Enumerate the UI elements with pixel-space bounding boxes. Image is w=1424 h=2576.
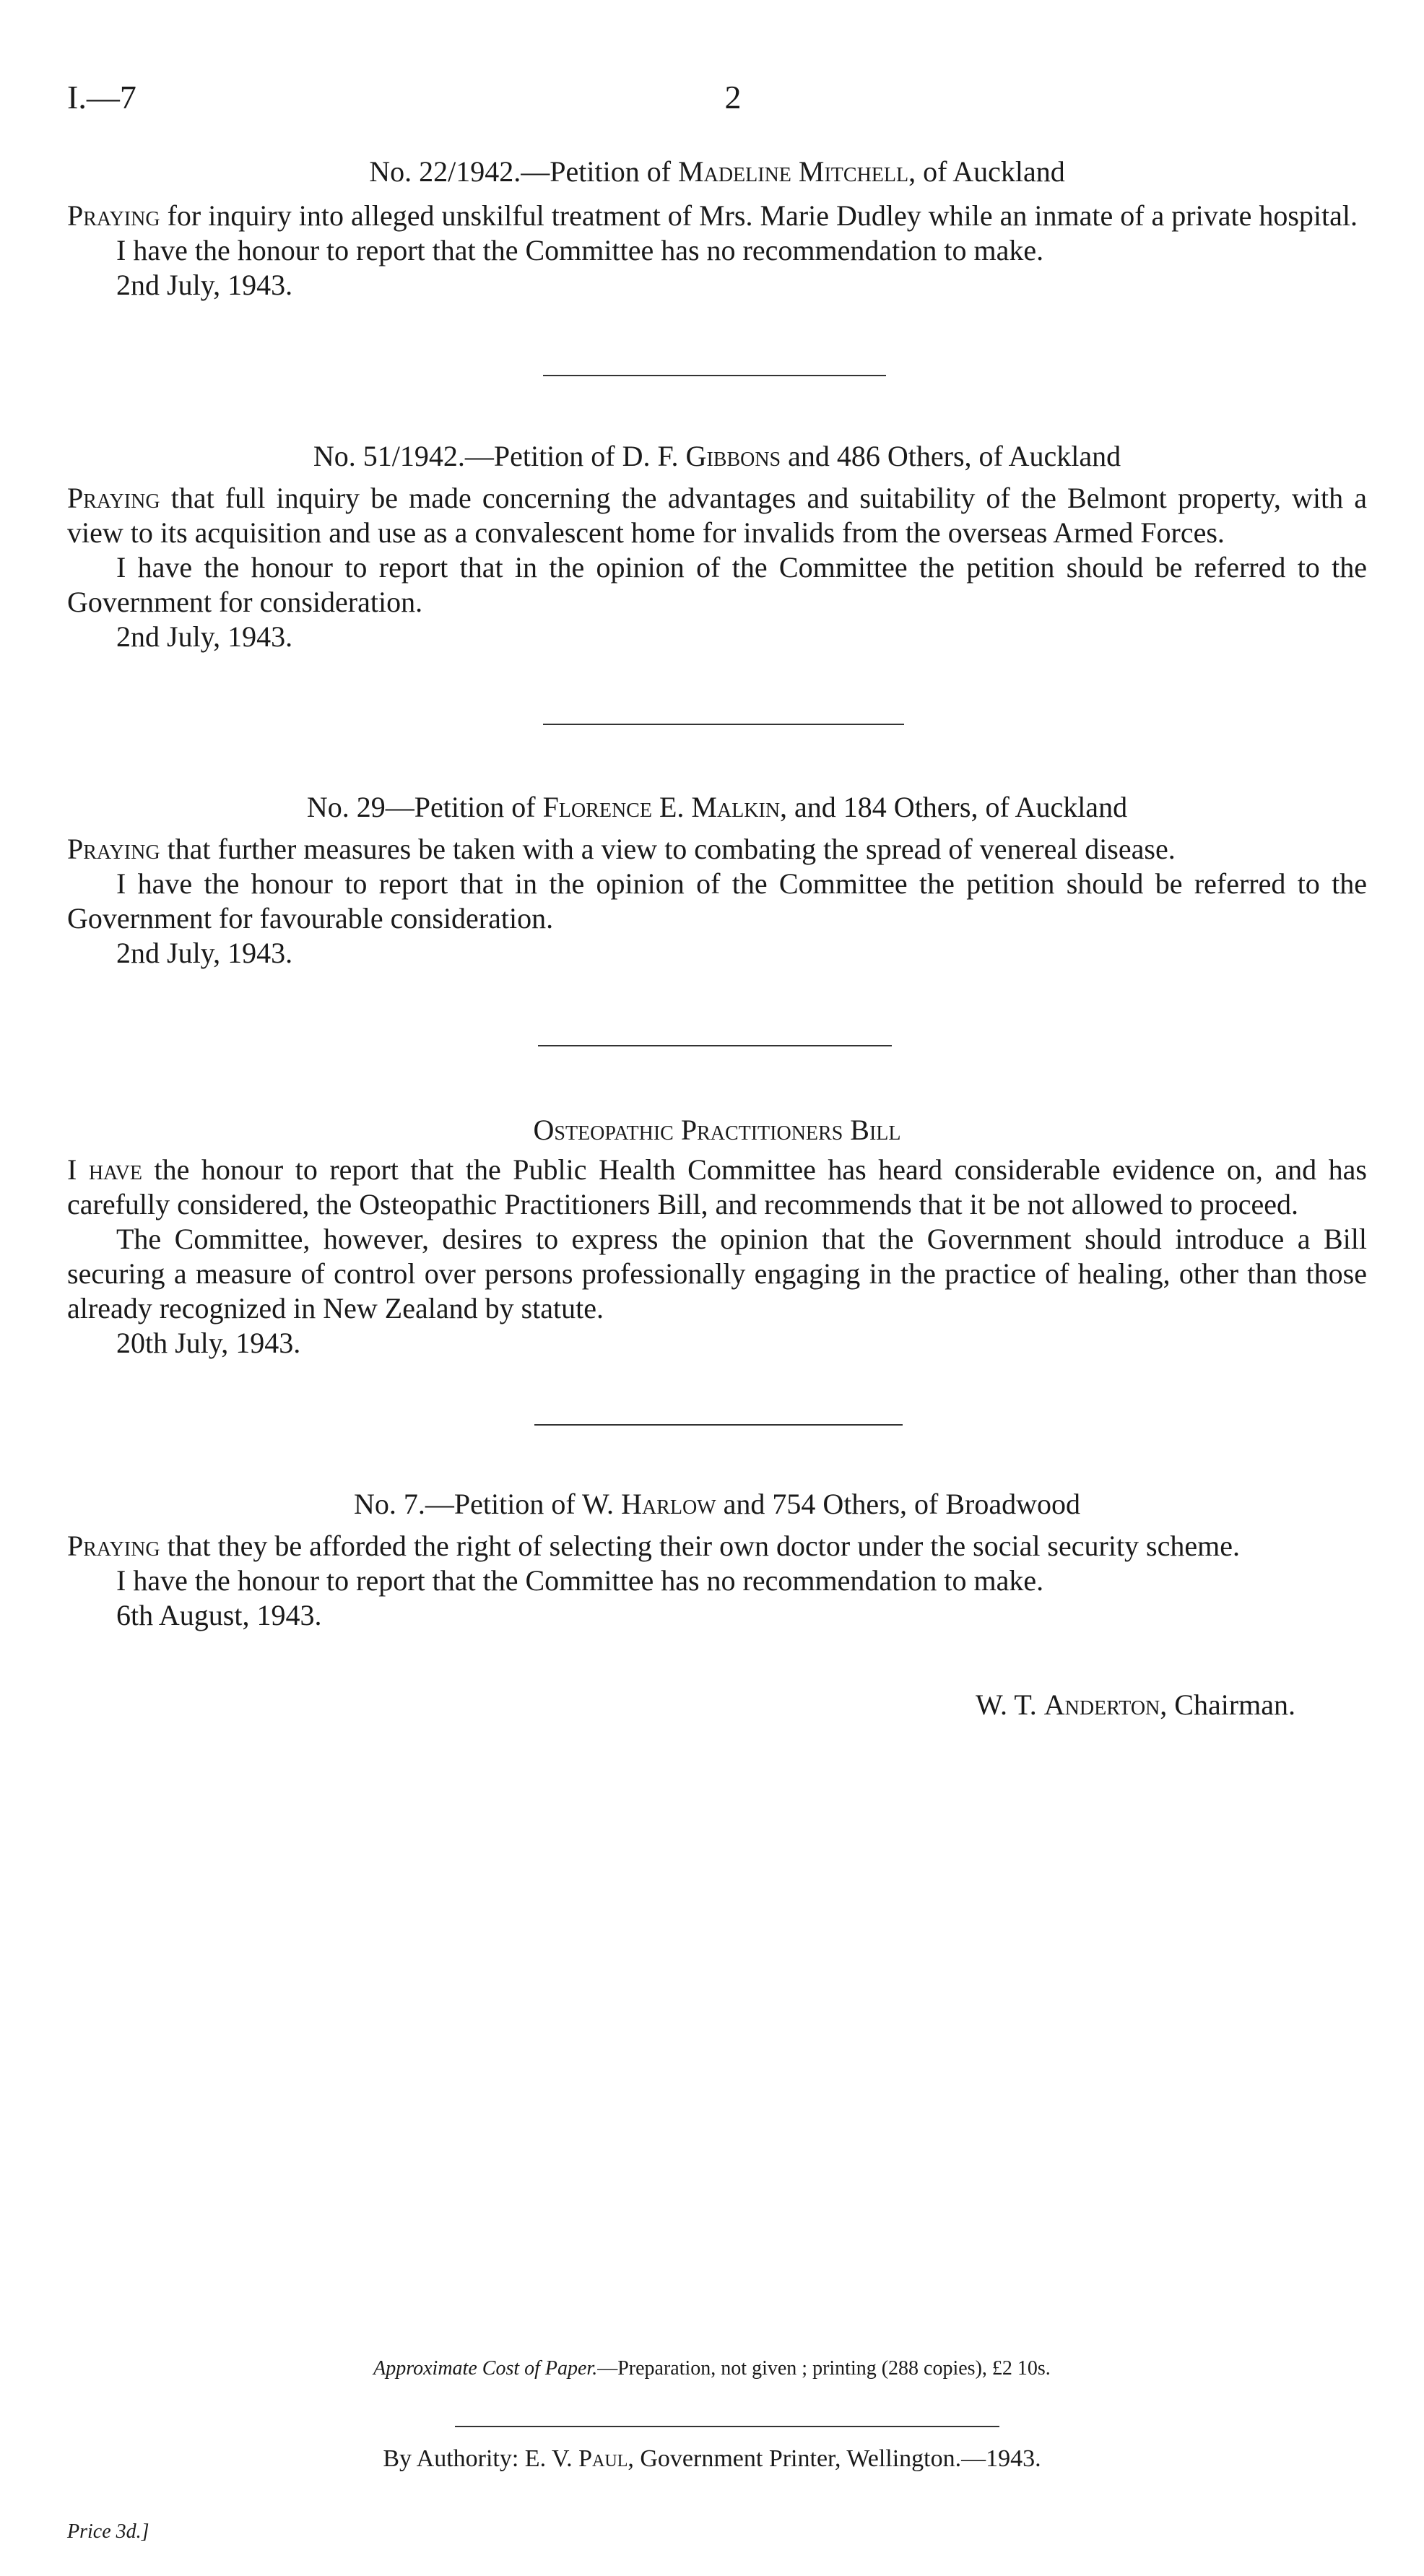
title-text: No. 7.—Petition of W. bbox=[354, 1488, 622, 1520]
petition-title bbox=[67, 155, 1367, 189]
praying-word: Praying bbox=[67, 833, 160, 865]
divider bbox=[534, 1424, 903, 1426]
title-text: , and 184 Others, of Auckland bbox=[780, 791, 1128, 823]
price: Price 3d.] bbox=[67, 2520, 149, 2543]
report-text: I have the honour to report that in the opinion of the Committee the petition should be referred to the Government for favourable consideration. bbox=[67, 867, 1367, 934]
signature-name: Anderton bbox=[1043, 1688, 1160, 1721]
report-text: I have the honour to report that the Committee has no recommendation to make. bbox=[116, 1564, 1044, 1597]
petitioner-name: D. F. Gibbons bbox=[622, 440, 781, 472]
title-text: and 486 Others, of Auckland bbox=[781, 440, 1121, 472]
praying-text: for inquiry into alleged unskilful treatment of Mrs. Marie Dudley while an inmate of a private hospital. bbox=[160, 199, 1358, 232]
petitioner-name: Harlow bbox=[621, 1488, 716, 1520]
printer-name: Paul bbox=[578, 2445, 628, 2472]
report-date: 20th July, 1943. bbox=[116, 1327, 301, 1359]
opinion-text: The Committee, however, desires to express the opinion that the Government should introduce a Bill securing a measure of control over persons professionally engaging in the practice of healing, other than those already recognized in New Zealand by statute. bbox=[67, 1223, 1367, 1324]
report-date: 2nd July, 1943. bbox=[116, 269, 293, 301]
title-text: , of Auckland bbox=[908, 155, 1065, 188]
praying-word: Praying bbox=[67, 1530, 160, 1562]
title-text: No. 29—Petition of bbox=[306, 791, 543, 823]
divider bbox=[543, 375, 886, 376]
petition-title bbox=[67, 790, 1367, 825]
footer-divider bbox=[455, 2426, 999, 2427]
signature-role: , Chairman. bbox=[1160, 1688, 1295, 1721]
bill-title: Osteopathic Practitioners Bill bbox=[533, 1114, 901, 1146]
petition-body bbox=[67, 481, 1367, 654]
praying-word: Praying bbox=[67, 482, 160, 514]
signature-initials: W. T. bbox=[975, 1688, 1044, 1721]
divider bbox=[538, 1045, 892, 1046]
paper-reference: I.—7 bbox=[67, 79, 136, 116]
authority-text: , Government Printer, Wellington.—1943. bbox=[628, 2445, 1041, 2472]
report-date: 2nd July, 1943. bbox=[116, 937, 293, 969]
petition-title bbox=[67, 439, 1367, 474]
praying-text: that they be afforded the right of selecting their own doctor under the social security scheme. bbox=[160, 1530, 1240, 1562]
report-text: the honour to report that the Public Health Committee has heard considerable evidence on, and has carefully considered, the Osteopathic Practitioners Bill, and recommends that it be not allowed to proceed. bbox=[67, 1153, 1367, 1220]
printer-authority bbox=[0, 2445, 1424, 2473]
report-text: I have the honour to report that the Committee has no recommendation to make. bbox=[116, 234, 1044, 266]
divider bbox=[543, 724, 904, 725]
praying-text: that further measures be taken with a view to combating the spread of venereal disease. bbox=[160, 833, 1176, 865]
title-text: and 754 Others, of Broadwood bbox=[716, 1488, 1080, 1520]
petition-title bbox=[67, 1487, 1367, 1522]
praying-text: that full inquiry be made concerning the advantages and suitability of the Belmont property, with a view to its acquisition and use as a convalescent home for invalids from the overseas Armed Forces. bbox=[67, 482, 1367, 549]
praying-word: Praying bbox=[67, 199, 160, 232]
title-text: No. 22/1942.—Petition of bbox=[369, 155, 679, 188]
petition-body bbox=[67, 832, 1367, 971]
cost-of-paper bbox=[0, 2357, 1424, 2380]
lead-word: I have bbox=[67, 1153, 142, 1186]
cost-label: Approximate Cost of Paper. bbox=[373, 2357, 598, 2380]
petition-body bbox=[67, 199, 1367, 303]
petition-body bbox=[67, 1529, 1367, 1633]
bill-body bbox=[67, 1153, 1367, 1361]
petitioner-name: Madeline Mitchell bbox=[678, 155, 909, 188]
report-date: 6th August, 1943. bbox=[116, 1599, 322, 1631]
authority-text: By Authority: E. V. bbox=[383, 2445, 579, 2472]
cost-text: —Preparation, not given ; printing (288 copies), £2 10s. bbox=[597, 2357, 1051, 2380]
report-text: I have the honour to report that in the opinion of the Committee the petition should be referred to the Government for consideration. bbox=[67, 551, 1367, 618]
page-number: 2 bbox=[724, 79, 742, 116]
chairman-signature bbox=[976, 1688, 1295, 1722]
petitioner-name: Florence E. Malkin bbox=[542, 791, 781, 823]
title-text: No. 51/1942.—Petition of bbox=[313, 440, 622, 472]
report-date: 2nd July, 1943. bbox=[116, 620, 293, 653]
